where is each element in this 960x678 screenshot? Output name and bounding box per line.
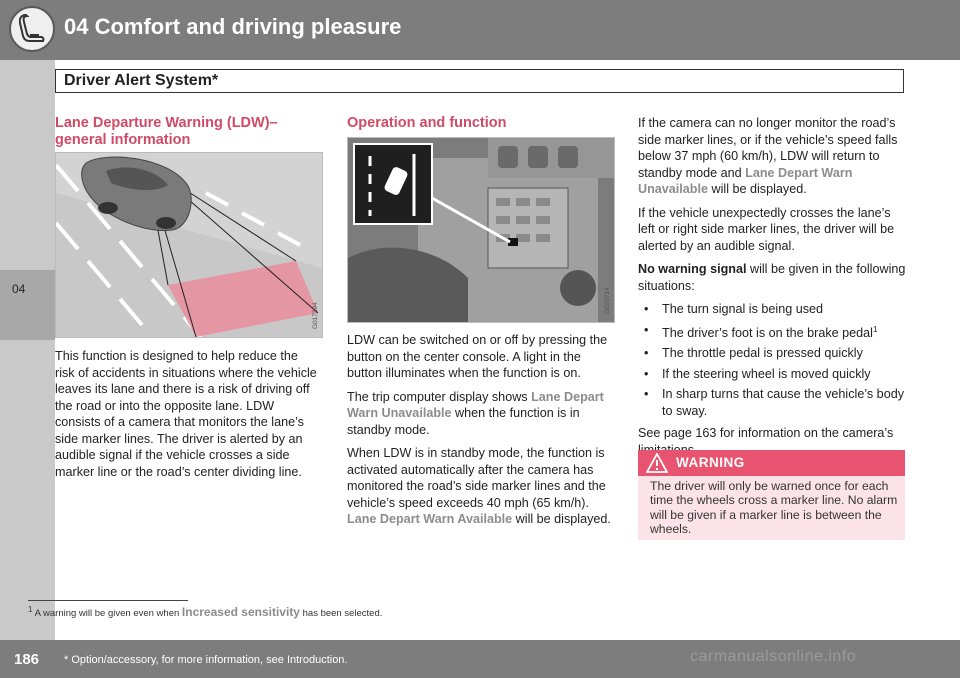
ldw-illustration xyxy=(55,152,323,338)
center-console-illustration xyxy=(348,138,614,322)
camera-limitations-text: See page 163 for information on the camera’s xyxy=(638,426,894,441)
chapter-tab-strip xyxy=(0,60,55,640)
ldw-heading: Lane Departure Warning (LDW)– general information xyxy=(55,115,278,148)
warning-triangle-icon xyxy=(646,453,668,473)
operation-text-block xyxy=(347,332,615,535)
page-number: 186 xyxy=(14,651,40,668)
chapter-tab-active xyxy=(0,270,55,340)
no-warning-list xyxy=(638,301,906,419)
return-standby-text: If the camera can no longer monitor the road’s side marker lines, or if the vehicle’s speed falls below 37 mph (60 km/h), LDW will return to standby mode and Lane Depart Warn Unavailable will be displayed. xyxy=(638,116,898,196)
operation-heading: Operation and function xyxy=(347,115,507,131)
section-header xyxy=(55,69,904,93)
standby-display-text: The trip computer display shows Lane Depart Warn Unavailable when the function is in standby mode. xyxy=(347,389,604,437)
chapter-icon xyxy=(9,6,55,52)
warning-body: The driver will only be warned once for each time the wheels cross a marker line. No alarm will be given if a marker line is between the wheels. xyxy=(650,479,898,537)
image-code: G020714 xyxy=(604,287,611,314)
list-item: • The throttle pedal is pressed quickly xyxy=(644,346,863,361)
seat-icon xyxy=(19,14,47,46)
column-left xyxy=(55,115,321,157)
footnote: $^1$ A warning will be given even when Increased sensitivity has been selected. xyxy=(28,605,383,620)
chapter-title: 04 Comfort and driving pleasure xyxy=(64,14,402,39)
list-item: • The driver’s foot is on the brake pedal$^1$ xyxy=(644,322,878,340)
footnote-rule xyxy=(28,600,188,601)
chapter-tab-number: 04 xyxy=(12,282,26,296)
audible-signal-text: If the vehicle unexpectedly crosses the lane’s left or right side marker lines, the driver will be alerted by an audible signal. xyxy=(638,205,895,253)
switch-text: LDW can be switched on or off by pressing the button on the center console. A light in the button illuminates when the function is on. xyxy=(347,333,608,380)
console-photo xyxy=(347,137,615,323)
no-warning-text: No warning signal will be given in the following situations: xyxy=(638,262,906,293)
warning-box xyxy=(638,450,905,540)
section-title: Driver Alert System* xyxy=(64,72,219,89)
footnote-mark: 1 xyxy=(872,324,878,334)
image-code: G017394 xyxy=(312,302,319,329)
warning-title: WARNING xyxy=(676,455,745,470)
list-item: • In sharp turns that cause the vehicle’s body to sway. xyxy=(644,387,904,418)
ldw-intro-text: This function is designed to help reduce the risk of accidents in situations where the vehicle leaves its lane and there is a risk of driving off the road or into the opposite lane. LDW consists of a camera that monitors the lane’s side marker lines. The driver is alerted by an audible signal if the vehicle crosses a side marker line or the road’s center dividing line. xyxy=(55,349,317,479)
warning-header xyxy=(638,450,905,476)
watermark-text: carmanualsonline.info xyxy=(690,648,857,665)
activation-text: When LDW is in standby mode, the function is activated automatically after the camera has monitored the road’s side marker lines and the vehicle’s speed exceeds 40 mph (65 km/h). Lane Depart Warn Available will be displayed. xyxy=(347,446,611,526)
column-right xyxy=(638,115,906,465)
ldw-paragraph-block xyxy=(55,348,321,487)
list-item: • If the steering wheel is moved quickly xyxy=(644,366,871,381)
list-item: • The turn signal is being used xyxy=(644,302,824,316)
lane-car-illustration xyxy=(56,153,322,337)
footer-note: * Option/accessory, for more information, see Introduction. xyxy=(64,654,348,666)
